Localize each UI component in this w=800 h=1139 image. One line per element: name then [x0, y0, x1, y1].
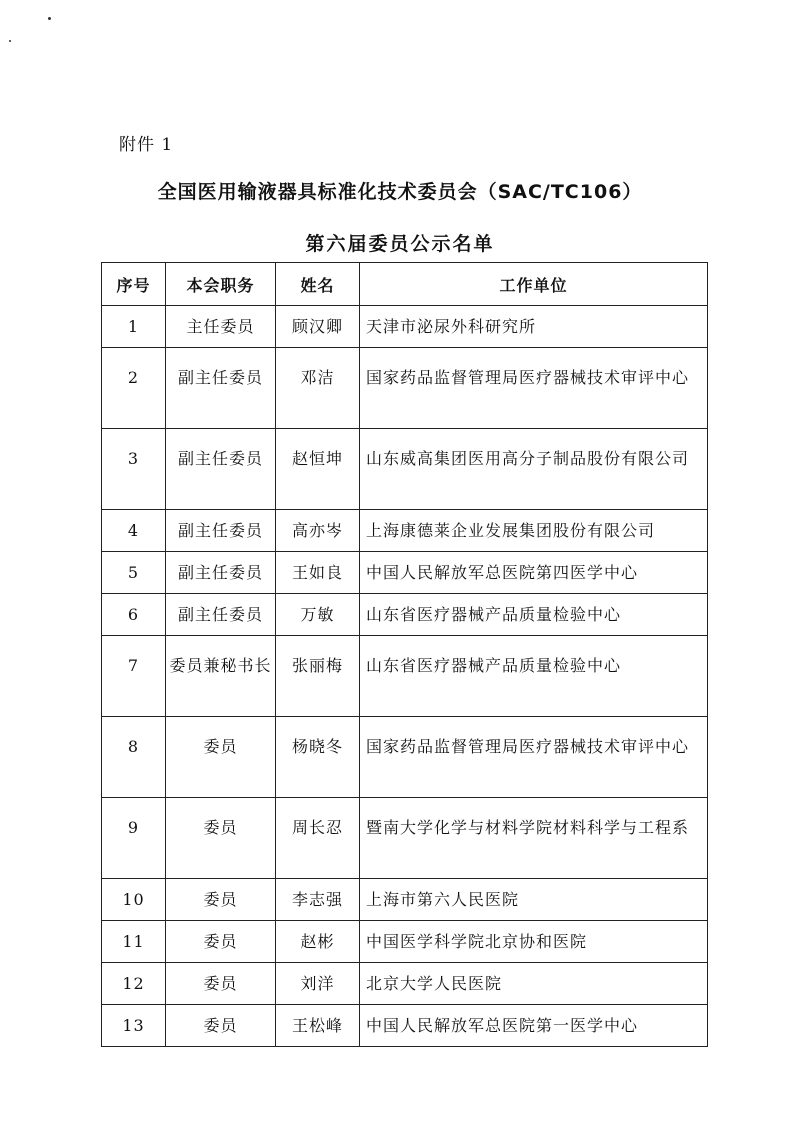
row-no: 3: [127, 449, 140, 468]
row-unit: 北京大学人民医院: [366, 974, 503, 993]
document-title: 全国医用输液器具标准化技术委员会（SAC/TC106）: [157, 181, 643, 203]
row-unit: 山东威高集团医用高分子制品股份有限公司: [366, 449, 690, 468]
row-name: 赵彬: [300, 932, 335, 951]
row-unit: 中国医学科学院北京协和医院: [366, 932, 588, 951]
row-unit: 上海康德莱企业发展集团股份有限公司: [366, 521, 656, 540]
table-row: [102, 306, 708, 348]
row-name: 高亦岑: [291, 521, 343, 540]
attachment-label: 附件 1: [119, 135, 174, 155]
row-name: 赵恒坤: [291, 449, 343, 468]
row-no: 4: [127, 521, 140, 540]
row-no: 9: [127, 818, 140, 837]
row-no: 7: [127, 656, 140, 675]
row-name: 王松峰: [291, 1016, 343, 1035]
row-role: 委员: [203, 818, 238, 837]
document-subtitle: 第六届委员公示名单: [305, 233, 495, 255]
row-no: 2: [127, 368, 140, 387]
row-role: 副主任委员: [177, 449, 263, 468]
row-unit: 天津市泌尿外科研究所: [366, 317, 537, 336]
row-role: 委员: [203, 932, 238, 951]
row-name: 顾汉卿: [291, 317, 343, 336]
row-role: 副主任委员: [177, 563, 263, 582]
row-unit: 中国人民解放军总医院第四医学中心: [366, 563, 639, 582]
row-role: 副主任委员: [177, 605, 263, 624]
row-no: 1: [127, 317, 140, 336]
table-row: [102, 879, 708, 921]
table-row: [102, 429, 708, 510]
table-row: [102, 1005, 708, 1047]
row-name: 李志强: [291, 890, 343, 909]
header-role: 本会职务: [166, 263, 276, 306]
row-role: 委员: [203, 890, 238, 909]
member-table: [101, 262, 708, 1047]
row-role: 委员: [203, 737, 238, 756]
table-row: [102, 717, 708, 798]
row-no: 12: [122, 974, 145, 993]
row-role: 委员兼秘书长: [169, 656, 272, 675]
row-name: 刘洋: [300, 974, 335, 993]
table-row: [102, 921, 708, 963]
header-unit: 工作单位: [360, 263, 708, 306]
row-name: 王如良: [291, 563, 343, 582]
row-unit: 国家药品监督管理局医疗器械技术审评中心: [366, 737, 690, 756]
table-row: [102, 963, 708, 1005]
row-no: 6: [127, 605, 140, 624]
row-unit: 中国人民解放军总医院第一医学中心: [366, 1016, 639, 1035]
row-unit: 山东省医疗器械产品质量检验中心: [366, 605, 622, 624]
row-role: 副主任委员: [177, 368, 263, 387]
row-unit: 暨南大学化学与材料学院材料科学与工程系: [366, 818, 690, 837]
table-row: [102, 594, 708, 636]
table-row: [102, 348, 708, 429]
table-row: [102, 636, 708, 717]
row-name: 张丽梅: [291, 656, 343, 675]
row-role: 副主任委员: [177, 521, 263, 540]
row-name: 邓洁: [300, 368, 335, 387]
row-name: 周长忍: [291, 818, 343, 837]
row-unit: 上海市第六人民医院: [366, 890, 520, 909]
row-no: 8: [127, 737, 140, 756]
row-no: 5: [127, 563, 140, 582]
header-no: 序号: [102, 263, 166, 306]
row-no: 10: [122, 890, 145, 909]
table-header-row: [102, 263, 708, 306]
table-row: [102, 510, 708, 552]
row-no: 11: [122, 932, 145, 951]
row-no: 13: [122, 1016, 145, 1035]
scan-speck: [48, 17, 51, 20]
table-row: [102, 552, 708, 594]
row-role: 委员: [203, 974, 238, 993]
header-name: 姓名: [276, 263, 360, 306]
row-role: 主任委员: [186, 317, 255, 336]
scan-speck: [9, 40, 11, 42]
row-unit: 国家药品监督管理局医疗器械技术审评中心: [366, 368, 690, 387]
table-row: [102, 798, 708, 879]
row-name: 万敏: [300, 605, 335, 624]
row-unit: 山东省医疗器械产品质量检验中心: [366, 656, 622, 675]
row-role: 委员: [203, 1016, 238, 1035]
row-name: 杨晓冬: [291, 737, 343, 756]
